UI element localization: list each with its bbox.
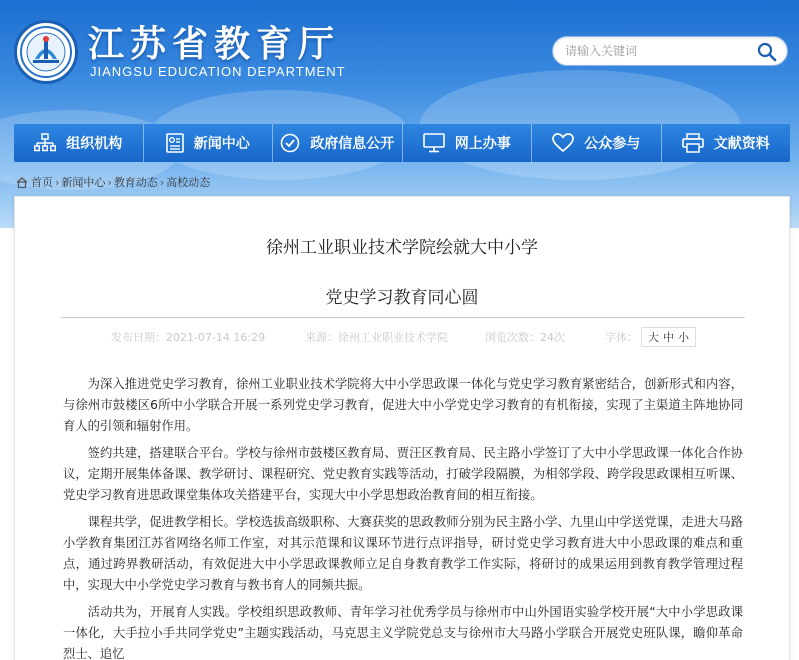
article-title-line1: 徐州工业职业技术学院绘就大中小学 xyxy=(266,238,538,258)
nav-item-info-disclosure[interactable] xyxy=(273,124,403,162)
nav-item-documents[interactable] xyxy=(662,124,791,162)
header-banner xyxy=(0,0,799,228)
breadcrumb-separator: › xyxy=(159,175,165,189)
font-size-medium[interactable]: 中 xyxy=(663,331,674,344)
breadcrumb-home[interactable]: 首页 xyxy=(31,176,53,189)
nav-item-public-participation[interactable] xyxy=(532,124,662,162)
breadcrumb-news-center[interactable]: 新闻中心 xyxy=(61,176,106,189)
article-paragraph: 签约共建，搭建联合平台。学校与徐州市鼓楼区教育局、贾汪区教育局、民主路小学签订了大中小学思政课一体化合作协议，定期开展集体备课、教学研讨、课程研究、党史教育实践等活动，打破学段隔膜，为相邻学段、跨学段思政课相互听课、党史学习教育进思政课堂集体攻关搭建平台，实现大中小学思想政治教育间的相互衔接。 xyxy=(63,446,743,502)
nav-label: 公众参与 xyxy=(584,136,641,152)
search-box xyxy=(552,36,788,66)
monitor-icon xyxy=(423,133,445,153)
main-nav xyxy=(14,124,790,162)
nav-item-online-service[interactable] xyxy=(403,124,533,162)
breadcrumb-university-news[interactable]: 高校动态 xyxy=(166,176,211,189)
article-paragraph: 课程共学，促进教学相长。学校选拔高级职称、大赛获奖的思政教师分别为民主路小学、九里山中学送党课，走进大马路小学教育集团江苏省网络名师工作室，对其示范课和议课环节进行点评指导，研讨党史学习教育进大中小思政课的难点和重点，通过跨界教研活动，有效促进大中小学思政课教师立足自身教育教学工作实际，将研讨的成果运用到教育教学管理过程中，实现大中小学党史学习教育与教书育人的同频共振。 xyxy=(63,515,743,592)
site-title: 江苏省教育厅 xyxy=(88,24,341,65)
jiangsu-education-logo-icon[interactable] xyxy=(14,20,78,84)
breadcrumb xyxy=(16,174,210,190)
breadcrumb-separator: › xyxy=(55,175,60,189)
article-panel xyxy=(14,196,790,660)
home-icon xyxy=(16,177,28,188)
publish-date: 发布日期：2021-07-14 16:29 xyxy=(111,331,266,344)
breadcrumb-separator: › xyxy=(107,175,112,189)
font-size-small[interactable]: 小 xyxy=(678,331,689,344)
news-icon xyxy=(166,133,184,153)
font-size-switcher xyxy=(641,327,696,347)
article-source: 来源：徐州工业职业技术学院 xyxy=(305,331,448,344)
title-divider xyxy=(61,317,745,318)
site-subtitle: JIANGSU EDUCATION DEPARTMENT xyxy=(90,64,346,79)
view-count: 浏览次数：24次 xyxy=(485,331,565,344)
article-paragraph: 活动共为，开展育人实践。学校组织思政教师、青年学习社优秀学员与徐州市中山外国语实验学校开展“大中小学思政课一体化，大手拉小手共同学党史”主题实践活动，马克思主义学院党总支与徐州市大马路小学联合开展党史班队课，瞻仰革命烈士、追忆 xyxy=(63,605,743,660)
heart-icon xyxy=(552,133,574,153)
breadcrumb-education-news[interactable]: 教育动态 xyxy=(113,176,158,189)
font-size-label: 字体： xyxy=(605,331,638,344)
info-disclosure-icon xyxy=(280,133,300,153)
article-title-line2: 党史学习教育同心圆 xyxy=(325,288,479,308)
font-size-large[interactable]: 大 xyxy=(648,331,659,344)
org-chart-icon xyxy=(34,133,56,153)
article-paragraph: 为深入推进党史学习教育，徐州工业职业技术学院将大中小学思政课一体化与党史学习教育紧密结合，创新形式和内容，与徐州市鼓楼区6所中小学联合开展一系列党史学习教育，促进大中小学党史学习教育的有机衔接，实现了主渠道主阵地协同育人的引领和辐射作用。 xyxy=(63,377,743,433)
nav-label: 网上办事 xyxy=(454,136,511,152)
search-icon[interactable] xyxy=(757,42,777,62)
nav-label: 组织机构 xyxy=(66,136,123,152)
nav-label: 政府信息公开 xyxy=(310,136,395,152)
nav-label: 文献资料 xyxy=(713,136,770,152)
printer-icon xyxy=(682,133,704,153)
nav-label: 新闻中心 xyxy=(193,136,250,152)
nav-item-news[interactable] xyxy=(144,124,274,162)
nav-item-org[interactable] xyxy=(14,124,144,162)
search-input[interactable] xyxy=(565,44,755,58)
article-body xyxy=(63,374,743,660)
